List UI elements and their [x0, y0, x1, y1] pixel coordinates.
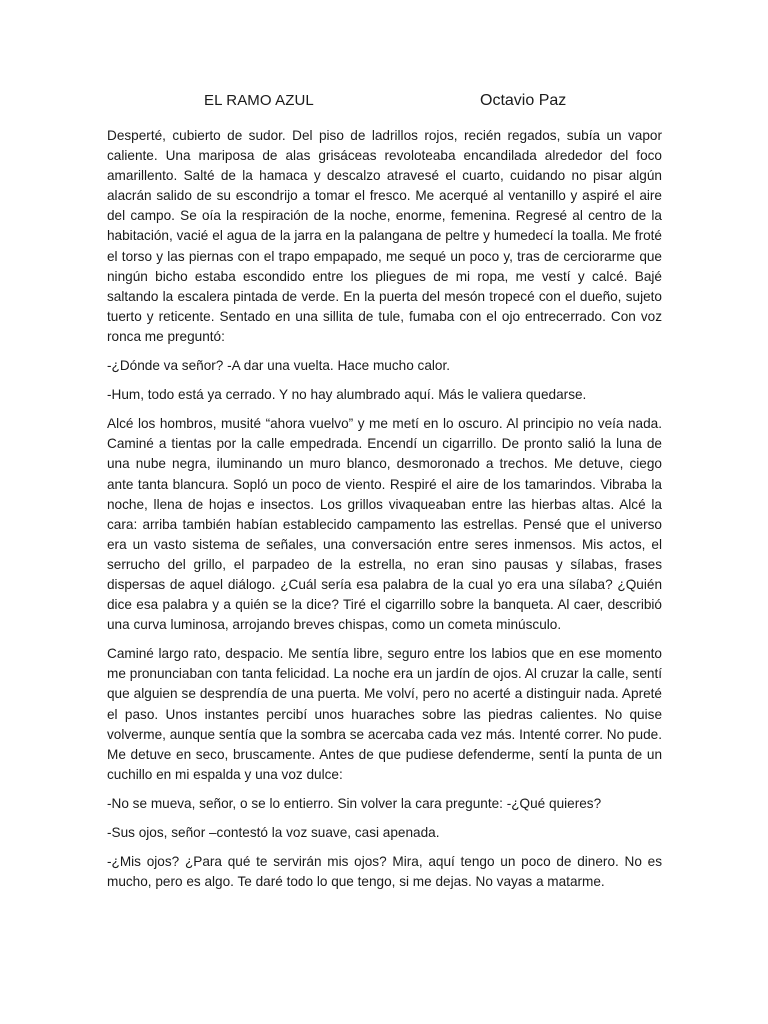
paragraph: -No se mueva, señor, o se lo entierro. Sin volver la cara pregunte: -¿Qué quieres?: [107, 795, 602, 811]
document-title: EL RAMO AZUL: [204, 92, 314, 109]
paragraph: Caminé largo rato, despacio. Me sentía libre, seguro entre los labios que en ese momento me pronunciaban con tanta felicidad. La noche era un jardín de ojos. Al cruzar la calle, sentí que alguien se desprendía de una puerta. Me volví, pero no acerté a distinguir nada. Apreté el paso. Unos instantes percibí unos huaraches sobre las piedras calientes. No quise volverme, aunque sentía que la sombra se acercaba cada vez más. Intenté correr. No pude. Me detuve en seco, bruscamente. Antes de que pudiese defenderme, sentí la punta de un cuchillo en mi espalda y una voz dulce:: [107, 646, 662, 782]
paragraph: Alcé los hombros, musité “ahora vuelvo” y me metí en lo oscuro. Al principio no veía nada. Caminé a tientas por la calle empedrada. Encendí un cigarrillo. De pronto salió la luna de una nube negra, iluminando un muro blanco, desmoronado a trechos. Me detuve, ciego ante tanta blancura. Sopló un poco de viento. Respiré el aire de los tamarindos. Vibraba la noche, llena de hojas e insectos. Los grillos vivaqueaban entre las hierbas altas. Alcé la cara: arriba también habían establecido campamento las estrellas. Pensé que el universo era un vasto sistema de señales, una conversación entre seres inmensos. Mis actos, el serrucho del grillo, el parpadeo de la estrella, no eran sino pausas y sílabas, frases dispersas de aquel diálogo. ¿Cuál sería esa palabra de la cual yo era una sílaba? ¿Quién dice esa palabra y a quién se la dice? Tiré el cigarrillo sobre la banqueta. Al caer, describió una curva luminosa, arrojando breves chispas, como un cometa minúsculo.: [107, 416, 662, 633]
paragraph: -¿Mis ojos? ¿Para qué te servirán mis ojos? Mira, aquí tengo un poco de dinero. No es mucho, pero es algo. Te daré todo lo que tengo, si me dejas. No vayas a matarme.: [107, 854, 662, 890]
paragraph: -Hum, todo está ya cerrado. Y no hay alumbrado aquí. Más le valiera quedarse.: [107, 387, 587, 403]
paragraph: Desperté, cubierto de sudor. Del piso de ladrillos rojos, recién regados, subía un vapor caliente. Una mariposa de alas grisáceas revoloteaba encandilada alrededor del foco amarillento. Salté de la hamaca y descalzo atravesé el cuarto, cuidando no pisar algún alacrán salido de su escondrijo a tomar el fresco. Me acerqué al ventanillo y aspiré el aire del campo. Se oía la respiración de la noche, enorme, femenina. Regresé al centro de la habitación, vacié el agua de la jarra en la palangana de peltre y humedecí la toalla. Me froté el torso y las piernas con el trapo empapado, me sequé un poco y, tras de cerciorarme que ningún bicho estaba escondido entre los pliegues de mi ropa, me vestí y calcé. Bajé saltando la escalera pintada de verde. En la puerta del mesón tropecé con el dueño, sujeto tuerto y reticente. Sentado en una sillita de tule, fumaba con el ojo entrecerrado. Con voz ronca me preguntó:: [107, 128, 662, 344]
paragraph: -¿Dónde va señor? -A dar una vuelta. Hace mucho calor.: [107, 358, 451, 374]
title-line: [0, 92, 768, 116]
paragraph: -Sus ojos, señor –contestó la voz suave, casi apenada.: [107, 825, 440, 840]
body-text: [107, 126, 662, 901]
document-author: Octavio Paz: [480, 92, 567, 109]
